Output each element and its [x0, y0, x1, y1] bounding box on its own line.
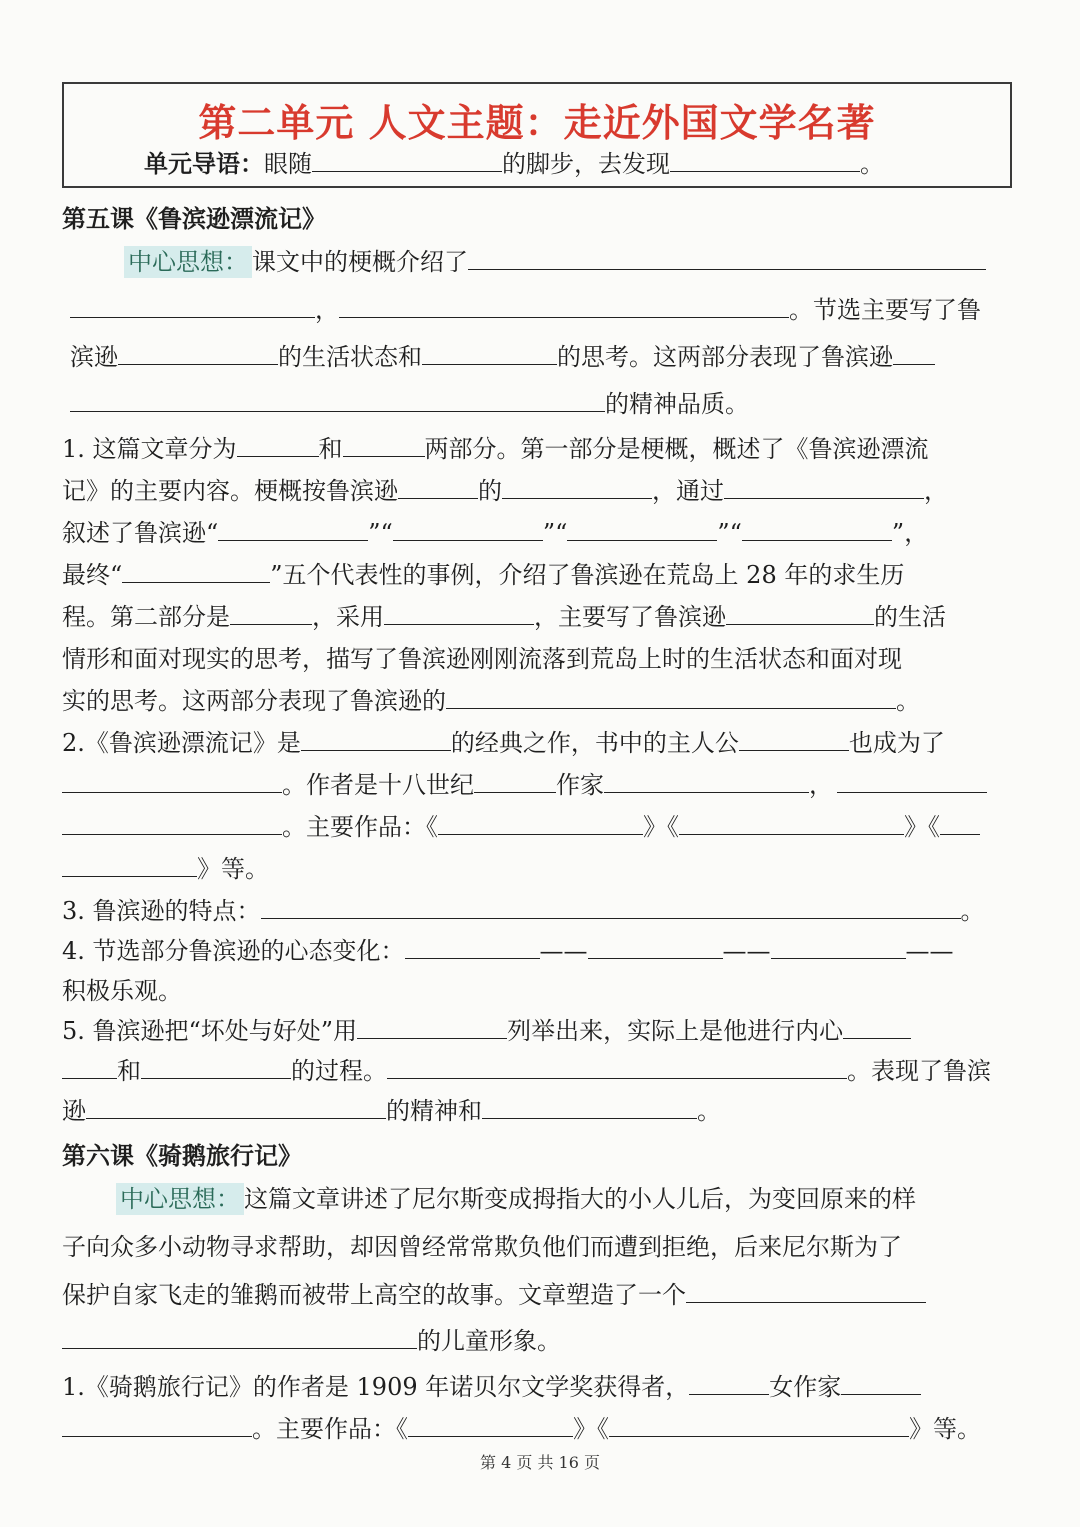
lesson5-q2-line-2	[62, 770, 1022, 800]
center-idea-label: 中心思想：	[124, 246, 252, 278]
text: 。	[697, 1097, 721, 1125]
blank[interactable]	[482, 1096, 697, 1119]
text: 滨逊	[70, 343, 118, 371]
text: 记》的主要内容。梗概按鲁滨逊	[62, 477, 398, 505]
blank[interactable]	[62, 770, 282, 793]
lesson5-q1-line-3	[62, 518, 1022, 548]
page-number: 第 4 页 共 16 页	[480, 1453, 600, 1472]
blank[interactable]	[62, 1056, 117, 1079]
blank[interactable]	[62, 854, 197, 877]
text: 4. 节选部分鲁滨逊的心态变化：	[62, 937, 405, 965]
lesson5-q5-line-3	[62, 1096, 1022, 1126]
blank[interactable]	[343, 434, 425, 457]
text: 的精神品质。	[605, 390, 749, 418]
lesson5-center-line-1	[124, 247, 1024, 277]
text: 的思考。这两部分表现了鲁滨逊	[557, 343, 893, 371]
text: 》《	[643, 813, 679, 841]
text: 》等。	[197, 855, 269, 883]
text: 叙述了鲁滨逊“	[62, 519, 219, 547]
blank[interactable]	[237, 434, 319, 457]
blank[interactable]	[357, 1016, 507, 1039]
lesson5-q1-line-2	[62, 476, 1022, 506]
blank[interactable]	[398, 476, 478, 499]
blank[interactable]	[384, 602, 534, 625]
text: 的精神和	[386, 1097, 482, 1125]
text: ，采用	[312, 603, 384, 631]
blank[interactable]	[474, 770, 556, 793]
text: 逊	[62, 1097, 86, 1125]
lesson6-center-line-1	[116, 1184, 1026, 1214]
text: ”“	[717, 519, 742, 547]
blank[interactable]	[62, 812, 282, 835]
blank[interactable]	[502, 476, 652, 499]
unit-title-box	[62, 82, 1012, 188]
text: 。	[896, 687, 920, 715]
blank[interactable]	[689, 1372, 769, 1395]
blank[interactable]	[141, 1056, 291, 1079]
blank[interactable]	[724, 476, 924, 499]
lesson6-center-line-4	[62, 1326, 1022, 1356]
text: 1.《骑鹅旅行记》的作者是 1909 年诺贝尔文学奖获得者，	[62, 1373, 690, 1401]
text: 3. 鲁滨逊的特点：	[62, 897, 261, 925]
text: 》《	[904, 813, 940, 841]
text: ——	[539, 937, 588, 965]
text: 作家	[556, 771, 604, 799]
text: 也成为了	[848, 729, 945, 757]
blank[interactable]	[312, 149, 502, 172]
text: 列举出来，实际上是他进行内心	[507, 1017, 844, 1045]
text: ——	[905, 937, 954, 965]
lesson5-heading: 第五课《鲁滨逊漂流记》	[62, 205, 326, 233]
blank[interactable]	[446, 686, 896, 709]
text: 的过程。	[291, 1057, 387, 1085]
text: ”“	[542, 519, 568, 547]
blank[interactable]	[843, 1016, 911, 1039]
lesson6-heading: 第六课《骑鹅旅行记》	[62, 1142, 302, 1170]
blank[interactable]	[739, 728, 849, 751]
lesson5-q2-line-3	[62, 812, 1022, 842]
blank[interactable]	[261, 896, 961, 919]
lesson5-q5-line-2	[62, 1056, 1022, 1086]
text: 》等。	[909, 1415, 981, 1443]
blank[interactable]	[86, 1096, 386, 1119]
lesson5-q1-line-7	[62, 686, 1022, 716]
intro-text: 的脚步，去发现	[502, 150, 670, 178]
blank[interactable]	[62, 1326, 417, 1349]
blank[interactable]	[230, 602, 312, 625]
unit-title: 第二单元 人文主题：走近外国文学名著	[198, 101, 876, 145]
blank[interactable]	[387, 1056, 847, 1079]
text: ，	[809, 771, 833, 799]
lesson5-q5-line-1	[62, 1016, 1022, 1046]
lesson6-center-line-2: 子向众多小动物寻求帮助，却因曾经常常欺负他们而遭到拒绝，后来尼尔斯为了	[62, 1233, 902, 1261]
text: 》《	[573, 1415, 609, 1443]
text: ”，	[891, 519, 929, 547]
text: 程。第二部分是	[62, 603, 230, 631]
blank[interactable]	[218, 518, 368, 541]
text: ，	[315, 296, 339, 324]
text: 最终“	[62, 561, 123, 589]
lesson5-q1-line-4	[62, 560, 1022, 590]
blank[interactable]	[301, 728, 451, 751]
lesson5-center-line-3	[70, 342, 1030, 372]
text: 。主要作品：《	[282, 813, 438, 841]
text: 课文中的梗概介绍了	[252, 248, 468, 276]
text: 这篇文章讲述了尼尔斯变成拇指大的小人儿后，为变回原来的样	[244, 1185, 916, 1213]
text: 。表现了鲁滨	[847, 1057, 991, 1085]
blank[interactable]	[408, 1414, 573, 1437]
text: ”“	[368, 519, 393, 547]
text: 2.《鲁滨逊漂流记》是	[62, 729, 301, 757]
text: 的儿童形象。	[417, 1327, 561, 1355]
unit-intro	[144, 144, 884, 179]
text: 实的思考。这两部分表现了鲁滨逊的	[62, 687, 446, 715]
lesson6-q1-line-2	[62, 1414, 1022, 1444]
blank[interactable]	[837, 770, 987, 793]
blank[interactable]	[841, 1372, 921, 1395]
intro-label: 单元导语：	[144, 150, 264, 178]
lesson5-q4-line-1	[62, 936, 1022, 966]
lesson5-q1-line-1	[62, 434, 1022, 464]
lesson6-q1-line-1	[62, 1372, 1022, 1402]
blank[interactable]	[742, 518, 892, 541]
text: 和	[117, 1057, 141, 1085]
text: 的	[478, 477, 502, 505]
blank[interactable]	[670, 149, 860, 172]
lesson5-q2-line-4	[62, 854, 1022, 884]
blank[interactable]	[686, 1280, 926, 1303]
blank[interactable]	[940, 812, 980, 835]
lesson5-q2-line-1	[62, 728, 1022, 758]
intro-text: 眼随	[264, 150, 312, 178]
text: ，主要写了鲁滨逊	[534, 603, 726, 631]
blank[interactable]	[118, 342, 278, 365]
text: 的生活状态和	[278, 343, 422, 371]
blank[interactable]	[422, 342, 557, 365]
lesson5-center-line-4	[70, 389, 1030, 419]
text: 女作家	[769, 1373, 842, 1401]
text: 的生活	[874, 603, 946, 631]
text: ，	[924, 477, 948, 505]
text: 和	[318, 435, 343, 463]
lesson5-q3	[62, 896, 1022, 926]
blank[interactable]	[62, 1414, 252, 1437]
text: 。节选主要写了鲁	[789, 296, 981, 324]
text: 两部分。第一部分是梗概，概述了《鲁滨逊漂流	[424, 435, 929, 463]
text: 5. 鲁滨逊把“坏处与好处”用	[62, 1017, 358, 1045]
blank[interactable]	[438, 812, 643, 835]
lesson5-q1-line-5	[62, 602, 1022, 632]
text: 。	[960, 897, 985, 925]
blank[interactable]	[726, 602, 874, 625]
blank[interactable]	[567, 518, 717, 541]
text: 1. 这篇文章分为	[62, 435, 237, 463]
blank[interactable]	[468, 247, 986, 270]
blank[interactable]	[679, 812, 904, 835]
text: ——	[722, 937, 771, 965]
text: ，通过	[652, 477, 724, 505]
blank[interactable]	[604, 770, 809, 793]
text: 。作者是十八世纪	[282, 771, 474, 799]
text: 。主要作品：《	[252, 1415, 408, 1443]
blank[interactable]	[405, 936, 540, 959]
intro-text: 。	[860, 150, 884, 178]
blank[interactable]	[588, 936, 723, 959]
lesson5-q4-line-2: 积极乐观。	[62, 977, 182, 1005]
blank[interactable]	[122, 560, 270, 583]
center-idea-label: 中心思想：	[116, 1183, 244, 1215]
lesson6-center-line-3	[62, 1280, 1022, 1310]
text: ”五个代表性的事例，介绍了鲁滨逊在荒岛上 28 年的求生历	[270, 561, 905, 589]
blank[interactable]	[393, 518, 543, 541]
blank[interactable]	[70, 295, 315, 318]
blank[interactable]	[893, 342, 935, 365]
lesson5-center-line-2	[70, 295, 1030, 325]
blank[interactable]	[771, 936, 906, 959]
text: 保护自家飞走的雏鹅而被带上高空的故事。文章塑造了一个	[62, 1281, 686, 1309]
blank[interactable]	[609, 1414, 909, 1437]
blank[interactable]	[339, 295, 789, 318]
text: 的经典之作，书中的主人公	[450, 729, 739, 757]
lesson5-q1-line-6: 情形和面对现实的思考，描写了鲁滨逊刚刚流落到荒岛上时的生活状态和面对现	[62, 645, 902, 673]
blank[interactable]	[70, 389, 605, 412]
